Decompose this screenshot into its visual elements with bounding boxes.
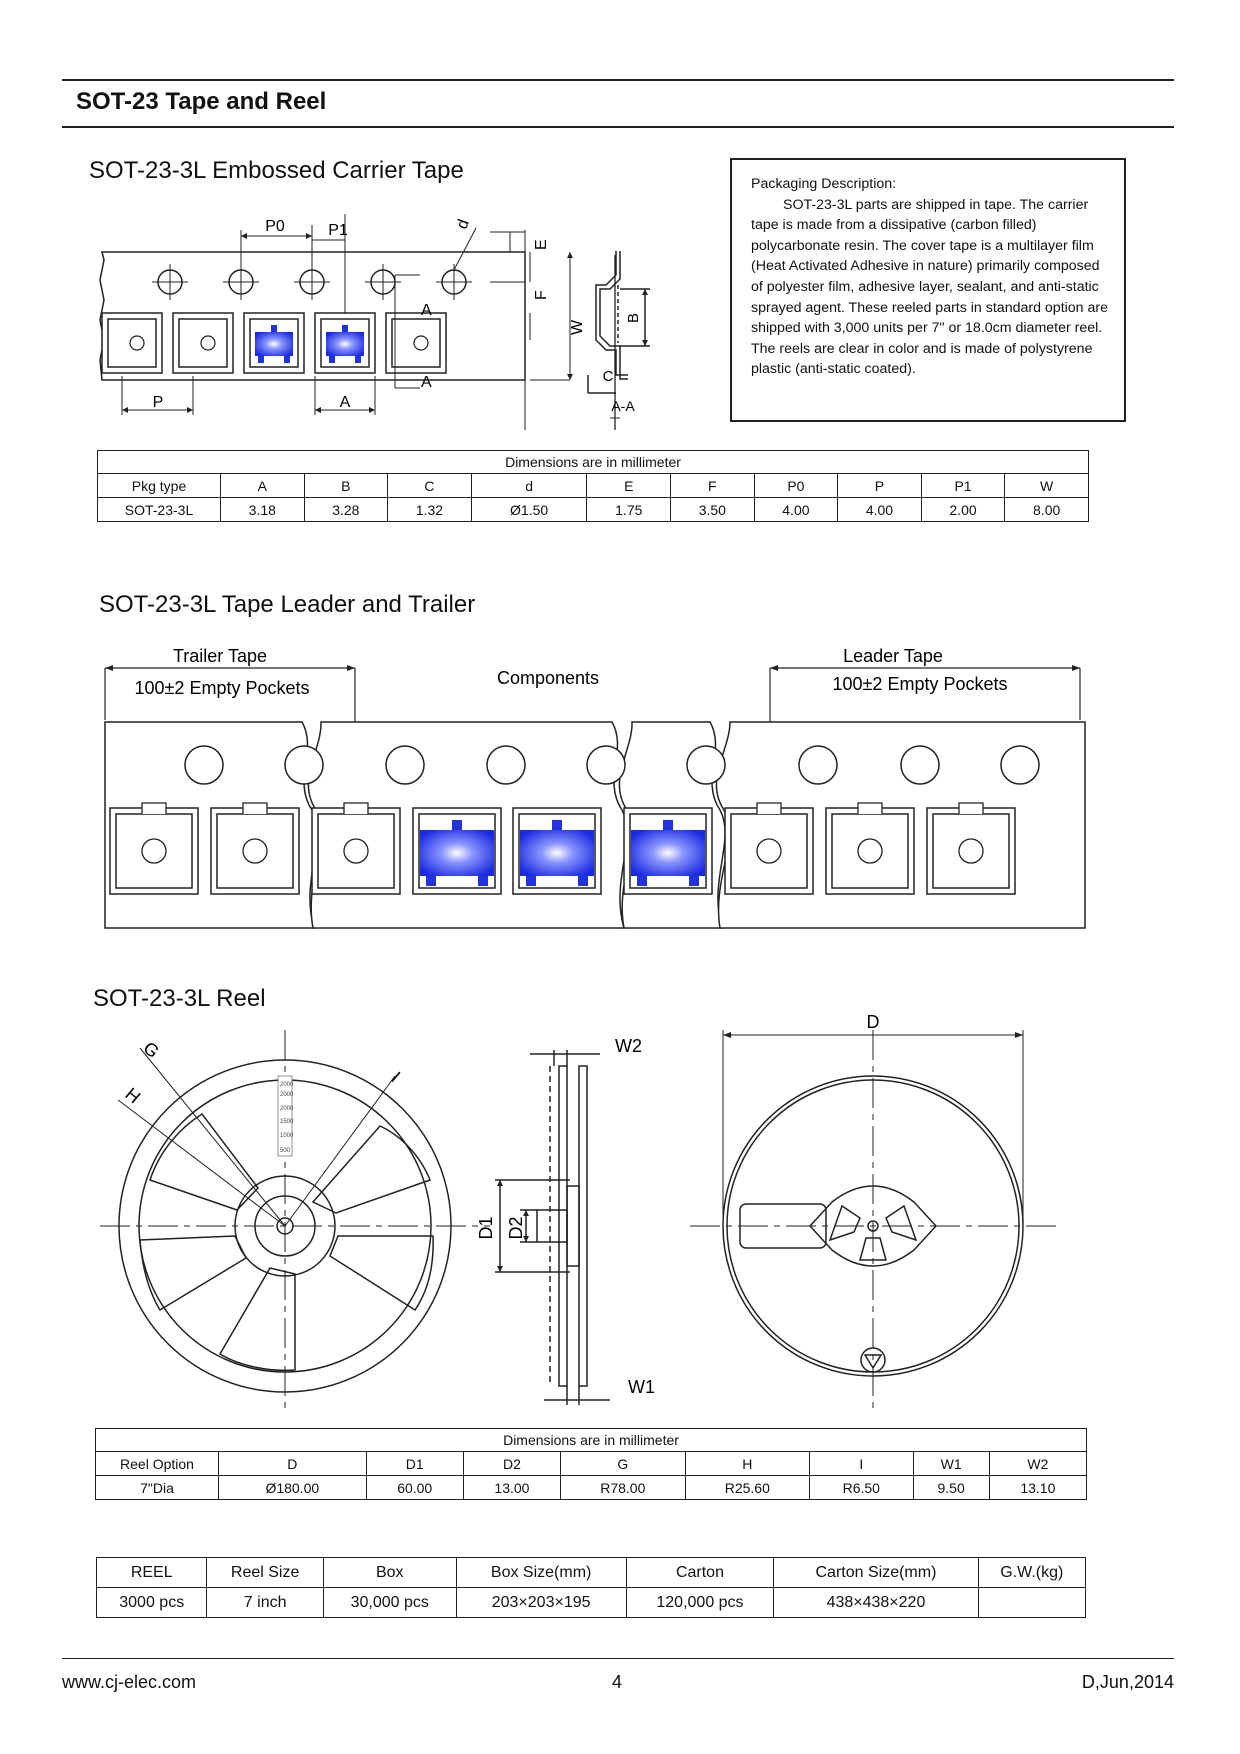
svg-text:2000: 2000 (280, 1092, 294, 1098)
table-header: I (810, 1452, 913, 1476)
header-top-rule (62, 79, 1174, 81)
svg-text:1000: 1000 (280, 1133, 294, 1139)
svg-text:2000: 2000 (280, 1082, 294, 1088)
table-header: G (561, 1452, 686, 1476)
table-cell: 203×203×195 (456, 1588, 626, 1618)
table-header: W2 (989, 1452, 1086, 1476)
label-d: d (453, 217, 473, 232)
label-b: B (625, 312, 642, 324)
label-f: F (533, 290, 550, 300)
label-e: E (533, 239, 550, 250)
table-cell: 30,000 pcs (323, 1588, 456, 1618)
carrier-tape-title: SOT-23-3L Embossed Carrier Tape (89, 157, 464, 184)
table-header: Carton Size(mm) (774, 1558, 978, 1588)
reel-dimension-table (95, 1428, 1087, 1500)
footer-page-number: 4 (612, 1672, 623, 1692)
label-c: C (602, 368, 614, 385)
table-row (96, 1476, 1087, 1500)
reel-title: SOT-23-3L Reel (93, 985, 266, 1012)
table-cell: 4.00 (838, 498, 922, 522)
table-cell: 3000 pcs (97, 1588, 207, 1618)
table-header: W (1005, 474, 1089, 498)
label-i: I (387, 1067, 405, 1087)
table-cell: 9.50 (913, 1476, 989, 1500)
label-d1: D1 (476, 1216, 496, 1240)
leader-trailer-diagram (100, 640, 1100, 940)
table-cell: Ø180.00 (219, 1476, 367, 1500)
header-bottom-rule (62, 126, 1174, 128)
footer-date: D,Jun,2014 (1081, 1672, 1174, 1692)
table-row (97, 1588, 1086, 1618)
table-header: B (304, 474, 388, 498)
table-header: Carton (626, 1558, 774, 1588)
label-p0: P0 (265, 218, 285, 235)
table-header: D1 (366, 1452, 463, 1476)
table-header-row (97, 1558, 1086, 1588)
label-aa: A-A (611, 398, 635, 414)
table-cell: 8.00 (1005, 498, 1089, 522)
label-p: P (152, 394, 164, 411)
table-cell: 1.32 (388, 498, 472, 522)
table-header-row (98, 474, 1089, 498)
table-cell: 120,000 pcs (626, 1588, 774, 1618)
table-cell: 1.75 (587, 498, 671, 522)
label-p1: P1 (328, 222, 348, 239)
table-header: D (219, 1452, 367, 1476)
table-header: E (587, 474, 671, 498)
table-cell: 3.28 (304, 498, 388, 522)
packaging-description-box (730, 158, 1126, 422)
table-cell: 3.50 (671, 498, 755, 522)
leader-tape-label: Leader Tape (843, 646, 943, 666)
table-header: REEL (97, 1558, 207, 1588)
footer-url: www.cj-elec.com (62, 1672, 197, 1692)
table-header: D2 (463, 1452, 560, 1476)
leader-sprocket-holes (185, 746, 1039, 784)
table-header: W1 (913, 1452, 989, 1476)
table-cell: SOT-23-3L (98, 498, 221, 522)
packaging-body: SOT-23-3L parts are shipped in tape. The carrier tape is made from a dissipative (carbon filled) polycarbonate resin. The cover tape is a multilayer film (Heat Activated Adhesive in nature) primarily composed of polyester film, adhesive layer, sealant, and anti-static sprayed agent. These reeled parts in standard option are shipped with 3,000 units per 7" or 18.0cm diameter reel. The reels are clear in color and is made of polystyrene plastic (anti-static coated). (751, 196, 1109, 378)
leader-trailer-title: SOT-23-3L Tape Leader and Trailer (99, 591, 476, 618)
table-cell: R78.00 (561, 1476, 686, 1500)
table-header: Pkg type (98, 474, 221, 498)
label-a-top: A (421, 302, 432, 319)
footer-rule (62, 1658, 1174, 1659)
svg-text:2000: 2000 (280, 1106, 294, 1112)
label-w2: W2 (615, 1036, 642, 1056)
table-cell: R6.50 (810, 1476, 913, 1500)
table-cell: 2.00 (921, 498, 1005, 522)
label-h: H (121, 1083, 145, 1108)
table-cell: R25.60 (685, 1476, 810, 1500)
table-cell: 3.18 (221, 498, 305, 522)
components-label: Components (496, 668, 600, 688)
table-header: Reel Option (96, 1452, 219, 1476)
page-title: SOT-23 Tape and Reel (76, 88, 327, 115)
table-cell: 438×438×220 (774, 1588, 978, 1618)
trailer-pockets-label: 100±2 Empty Pockets (134, 678, 310, 698)
table-header: Reel Size (207, 1558, 323, 1588)
table-cell: 7 inch (207, 1588, 323, 1618)
table-cell (978, 1588, 1085, 1618)
table-cell: 13.10 (989, 1476, 1086, 1500)
leader-pockets-label: 100±2 Empty Pockets (832, 674, 1008, 694)
label-w: W (569, 319, 586, 335)
table-cell: 13.00 (463, 1476, 560, 1500)
table-header: Box Size(mm) (456, 1558, 626, 1588)
packing-table (96, 1557, 1086, 1618)
label-g: G (139, 1037, 164, 1063)
tape-table-caption: Dimensions are in millimeter (98, 451, 1089, 474)
table-header: C (388, 474, 472, 498)
table-cell: 60.00 (366, 1476, 463, 1500)
svg-text:1500: 1500 (280, 1119, 294, 1125)
table-header: P (838, 474, 922, 498)
svg-text:500: 500 (280, 1148, 291, 1154)
trailer-tape-label: Trailer Tape (172, 646, 268, 666)
table-cell: 4.00 (754, 498, 838, 522)
table-cell: 7"Dia (96, 1476, 219, 1500)
table-header: A (221, 474, 305, 498)
tape-dimension-table (97, 450, 1089, 522)
table-header: d (471, 474, 587, 498)
table-header: H (685, 1452, 810, 1476)
table-header-row (96, 1452, 1087, 1476)
table-header: P0 (754, 474, 838, 498)
reel-table-caption: Dimensions are in millimeter (96, 1429, 1087, 1452)
packaging-heading: Packaging Description: (751, 176, 897, 192)
table-row (98, 498, 1089, 522)
label-d: D (866, 1012, 880, 1032)
table-header: Box (323, 1558, 456, 1588)
table-header: F (671, 474, 755, 498)
label-a: A (339, 394, 351, 411)
section-aa-diagram (580, 245, 660, 420)
table-header: P1 (921, 474, 1005, 498)
table-cell: Ø1.50 (471, 498, 587, 522)
label-d2: D2 (506, 1216, 526, 1240)
reel-diagram (90, 1010, 1100, 1410)
table-header: G.W.(kg) (978, 1558, 1085, 1588)
label-a-bottom: A (421, 374, 432, 391)
label-w1: W1 (628, 1377, 655, 1397)
